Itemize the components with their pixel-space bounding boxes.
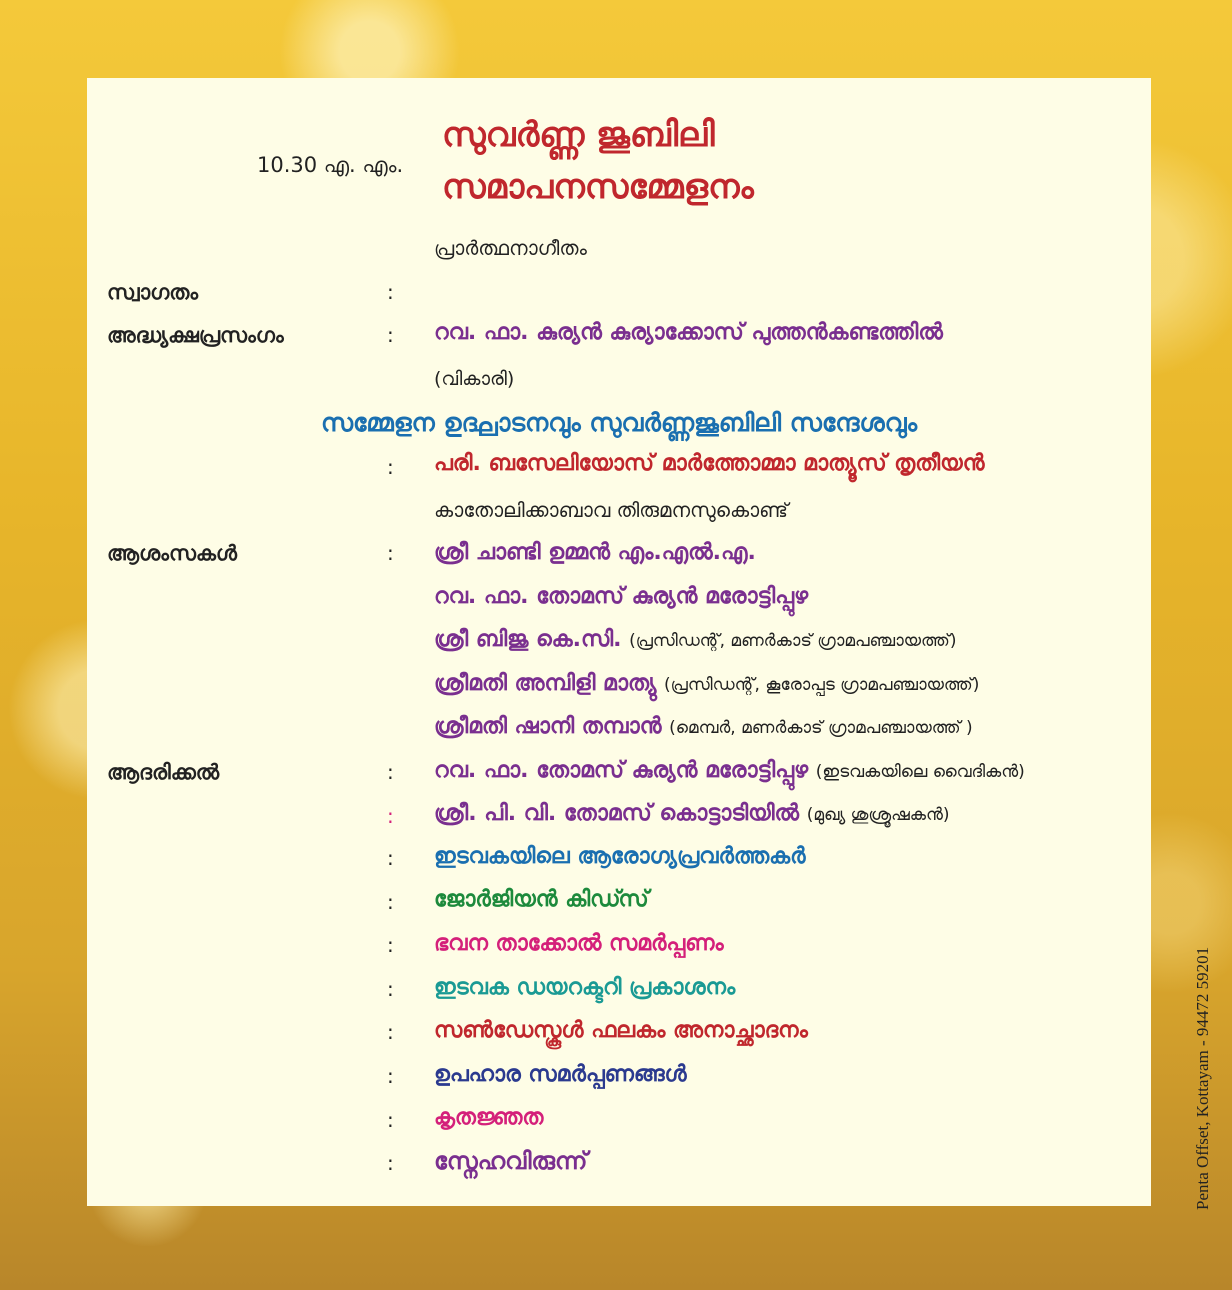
inauguration-name: പരി. ബസേലിയോസ് മാർത്തോമ്മാ മാത്യൂസ് തൃതീയൻ — [434, 451, 985, 476]
inauguration-note: കാതോലിക്കാബാവ തിരുമനസുകൊണ്ട് — [434, 498, 789, 522]
honoring-item — [434, 801, 950, 826]
greeting-name: ശ്രീമതി ഷാനി തമ്പാൻ — [434, 714, 662, 739]
event-item: സൺഡേസ്കൂൾ ഫലകം അനാച്ഛാദനം — [434, 1018, 808, 1043]
inauguration-heading: സമ്മേളന ഉദ്ഘാടനവും സുവർണ്ണജൂബിലി സന്ദേശവും — [320, 408, 918, 437]
honoring-name: റവ. ഫാ. തോമസ് കുര്യൻ മരോട്ടിപ്പുഴ — [434, 758, 809, 783]
event-item: ഭവന താക്കോൽ സമർപ്പണം — [434, 931, 724, 956]
greeting-item — [434, 671, 979, 696]
event-item: ഇടവക ഡയറക്ടറി പ്രകാശനം — [434, 975, 736, 1000]
program-panel — [87, 78, 1151, 1206]
honoring-name: ശ്രീ. പി. വി. തോമസ് കൊട്ടാടിയിൽ — [434, 801, 800, 826]
greeting-note: (പ്രസിഡന്റ്, കൂരോപ്പട ഗ്രാമപഞ്ചായത്ത്) — [664, 675, 980, 695]
honoring-label: ആദരിക്കൽ — [107, 760, 220, 784]
event-colon: : — [387, 1064, 394, 1088]
event-colon: : — [387, 933, 394, 957]
inauguration-colon: : — [387, 455, 394, 479]
title-line-1: സുവർണ്ണ ജൂബിലി — [442, 115, 715, 155]
event-item: ഉപഹാര സമർപ്പണങ്ങൾ — [434, 1062, 687, 1087]
greetings-label: ആശംസകൾ — [107, 541, 237, 565]
honoring-item — [434, 758, 1025, 783]
event-colon: : — [387, 1020, 394, 1044]
presidential-colon: : — [387, 323, 394, 347]
greeting-item — [434, 584, 808, 609]
title-line-2: സമാപനസമ്മേളനം — [442, 167, 754, 207]
printer-credit: Penta Offset, Kottayam - 94472 59201 — [1193, 946, 1212, 1210]
event-colon: : — [387, 977, 394, 1001]
event-item: സ്നേഹവിരുന്ന് — [434, 1147, 588, 1175]
presidential-label: അദ്ധ്യക്ഷപ്രസംഗം — [107, 323, 284, 347]
honoring-item: ജോർജിയൻ കിഡ്സ് — [434, 887, 649, 912]
event-colon: : — [387, 1151, 394, 1175]
honoring-colon: : — [387, 890, 394, 914]
honoring-note: (മുഖ്യ ശുശ്രൂഷകൻ) — [806, 805, 950, 825]
program-time: 10.30 എ. എം. — [257, 153, 404, 177]
greeting-name: ശ്രീ ബിജു കെ.സി. — [434, 627, 622, 652]
greeting-note: (പ്രസിഡന്റ്, മണർകാട് ഗ്രാമപഞ്ചായത്ത്) — [629, 631, 957, 651]
greeting-item — [434, 540, 756, 565]
prayer-song: പ്രാർത്ഥനാഗീതം — [434, 236, 587, 260]
event-colon: : — [387, 1108, 394, 1132]
honoring-colon: : — [387, 760, 394, 784]
greetings-colon: : — [387, 541, 394, 565]
event-item: കൃതജ്ഞത — [434, 1105, 544, 1130]
greeting-name: റവ. ഫാ. തോമസ് കുര്യൻ മരോട്ടിപ്പുഴ — [434, 584, 809, 609]
honoring-colon: : — [387, 846, 394, 870]
presidential-role: (വികാരി) — [434, 368, 515, 390]
greeting-note: (മെമ്പർ, മണർകാട് ഗ്രാമപഞ്ചായത്ത് ) — [669, 718, 973, 738]
welcome-colon: : — [387, 280, 394, 304]
honoring-note: (ഇടവകയിലെ വൈദികൻ) — [815, 762, 1025, 782]
greeting-item — [434, 714, 973, 739]
welcome-label: സ്വാഗതം — [107, 280, 199, 304]
presidential-name: റവ. ഫാ. കുര്യൻ കുര്യാക്കോസ് പുത്തൻകണ്ടത്തിൽ — [434, 320, 943, 345]
greeting-name: ശ്രീ ചാണ്ടി ഉമ്മൻ എം.എൽ.എ. — [434, 540, 756, 565]
greeting-name: ശ്രീമതി അമ്പിളി മാത്യു — [434, 671, 657, 696]
honoring-colon: : — [387, 804, 394, 828]
greeting-item — [434, 627, 957, 652]
honoring-item: ഇടവകയിലെ ആരോഗ്യപ്രവർത്തകർ — [434, 844, 806, 869]
